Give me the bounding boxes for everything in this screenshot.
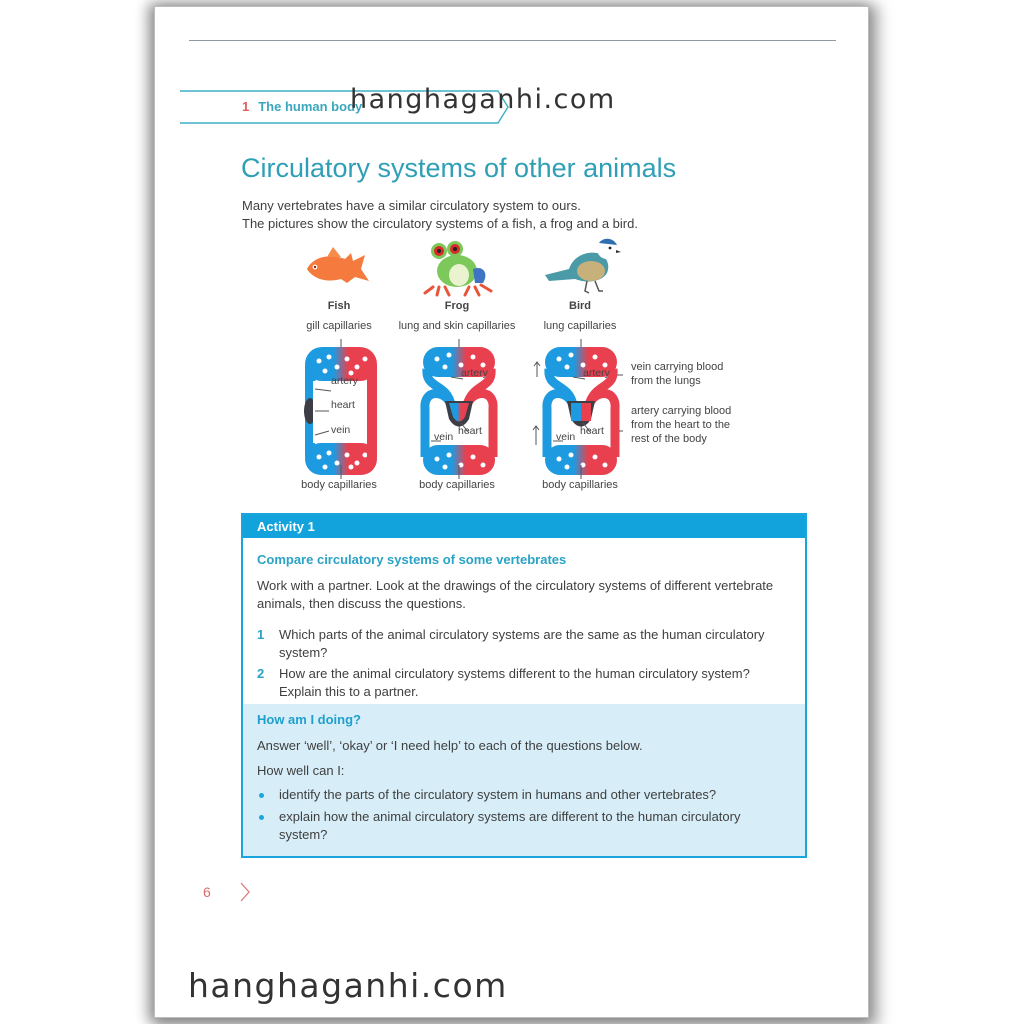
chapter-label <box>242 99 362 114</box>
watermark-top: hanghaganhi.com <box>350 84 616 115</box>
bullet-text: explain how the animal circulatory systems are different to the human circulatory system? <box>279 809 741 842</box>
fish-top-label: gill capillaries <box>306 320 372 332</box>
goldfish-icon <box>303 243 377 295</box>
page-number: 6 <box>203 884 211 900</box>
frog-circulation-diagram <box>417 339 501 479</box>
bird-vein-label: vein <box>556 431 576 443</box>
question-number: 2 <box>257 666 265 681</box>
question-2 <box>257 665 777 701</box>
self-check-title: How am I doing? <box>257 712 361 727</box>
activity-box <box>241 513 807 858</box>
bird-bottom-label: body capillaries <box>542 479 618 491</box>
fish-bottom-label: body capillaries <box>301 479 377 491</box>
chapter-number: 1 <box>242 99 250 114</box>
self-check-panel <box>243 704 805 856</box>
intro-line: The pictures show the circulatory systems of a fish, a frog and a bird. <box>242 216 638 231</box>
fish-heart-label: heart <box>331 399 355 411</box>
frog-vein-label: vein <box>434 431 454 443</box>
animal-name-fish: Fish <box>327 300 351 312</box>
bird-top-label: lung capillaries <box>543 320 617 332</box>
chevron-right-icon <box>239 881 251 903</box>
bird-heart-label: heart <box>580 425 604 437</box>
question-1 <box>257 626 777 662</box>
blue-tit-icon <box>539 235 621 297</box>
side-note-artery-to-body <box>631 404 731 446</box>
intro-line: Many vertebrates have a similar circulatory system to ours. <box>242 198 581 213</box>
fish-artery-label: artery <box>331 375 358 387</box>
flow-arrow-up-icon <box>532 425 540 445</box>
self-check-prompt: How well can I: <box>257 763 345 778</box>
question-text: How are the animal circulatory systems different to the human circulatory system? Explain this to a partner. <box>279 666 750 699</box>
side-note-line: vein carrying blood <box>631 361 724 373</box>
top-rule <box>189 40 836 41</box>
fish-vein-label: vein <box>331 424 351 436</box>
bullet-dot-icon <box>259 815 264 820</box>
page-title: Circulatory systems of other animals <box>241 153 677 183</box>
intro-text <box>242 197 638 233</box>
activity-header: Activity 1 <box>243 515 805 538</box>
textbook-page <box>155 7 868 1017</box>
chapter-title: The human body <box>258 99 363 114</box>
self-check-instruction: Answer ‘well’, ‘okay’ or ‘I need help’ to each of the questions below. <box>257 738 643 753</box>
self-check-bullet <box>257 808 777 844</box>
activity-subtitle: Compare circulatory systems of some vertebrates <box>257 552 567 567</box>
frog-heart-label: heart <box>458 425 482 437</box>
bullet-dot-icon <box>259 793 264 798</box>
activity-instructions: Work with a partner. Look at the drawings of the circulatory systems of different vertebrate animals, then discuss the questions. <box>257 578 774 611</box>
side-note-line: from the lungs <box>631 375 701 387</box>
self-check-bullet <box>257 786 777 804</box>
watermark-bottom: hanghaganhi.com <box>188 966 508 1005</box>
animal-name-bird: Bird <box>569 300 591 312</box>
side-note-vein-from-lungs <box>631 360 723 388</box>
bullet-text: identify the parts of the circulatory system in humans and other vertebrates? <box>279 787 717 802</box>
frog-top-label: lung and skin capillaries <box>398 320 516 332</box>
bird-circulation-diagram <box>539 339 623 479</box>
side-note-line: from the heart to the <box>631 419 731 431</box>
frog-bottom-label: body capillaries <box>419 479 495 491</box>
frog-artery-label: artery <box>461 367 488 379</box>
flow-arrow-up-icon <box>533 361 541 377</box>
tree-frog-icon <box>419 239 495 297</box>
bird-artery-label: artery <box>583 367 610 379</box>
animal-name-frog: Frog <box>444 300 470 312</box>
question-number: 1 <box>257 627 265 642</box>
question-text: Which parts of the animal circulatory systems are the same as the human circulatory system? <box>279 627 765 660</box>
side-note-line: rest of the body <box>631 433 707 445</box>
side-note-line: artery carrying blood <box>631 405 732 417</box>
